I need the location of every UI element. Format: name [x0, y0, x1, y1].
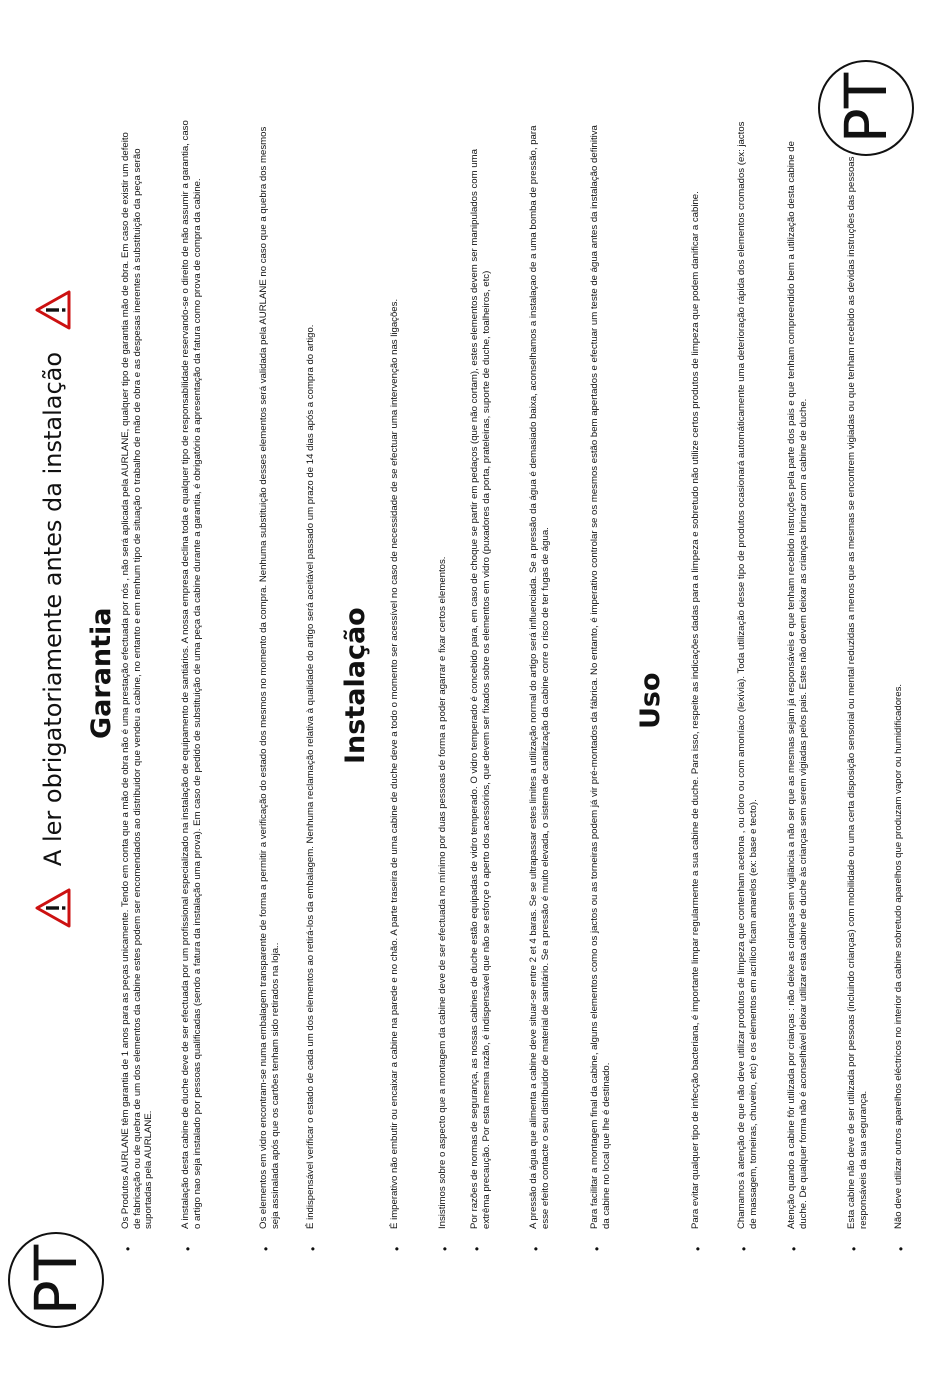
garantia-item: Os Produtos AURLANE têm garantia de 1 anos para as peças unicamente. Tendo em conta que a mão de obra não é uma prestação efectuada por nós , não será aplicada pela AURLANE, qualquer tipo de garantia mão de obra. Em caso de existir um defeito de fabricação ou de quebra de um dos elementos da cabine estes podem ser encomendados ao distribuidor que vendeu a cabine, no entanto e em nenhum tipo de situação o trabalho de mão de obra e as despesas inerentes à substituição da peça serão suportadas pela AURLANE. [120, 132, 154, 1229]
instalacao-item: A pressão da água que alimenta a cabine deve situar-se entre 2 et 4 baras. Se se ultrapassar estes limites a utilização normal do artigo será influenciada. Se a pressão da água é demasiado baixa, aconselhamos a instalaçao de a uma bomba de pressão, para esse efeito contacte o seu distribuidor de material de sanitário. Se a pressão é muito elevada, o sistema de canalização da cabine corre o risco de ter fugas de água. [528, 125, 551, 1229]
garantia-item: É indispensável verificar o estado de cada um dos elementos ao retirá-los da embalagem. Nenhuma reclamação relativa à qualidade do artigo será aceitável passado um prazo de 14 dias após a compra do artigo. [305, 324, 316, 1229]
uso-item: Esta cabine não deve de ser utilizada por pessoas (incluindo crianças) com mobilidade ou uma certa disposição sensorial ou mental reduzidas a menos que as mesmas se encontrem vigiadas ou que tenham recebido as devidas instruções das pessoas responsáveis da sua segurança. [846, 156, 869, 1229]
bullet: • [259, 1246, 273, 1251]
bullet: • [787, 1246, 801, 1251]
uso-item: Não deve utilizar outros aparelhos eléctricos no interior da cabine sobretudo aparelhos que produzam vapor ou humidificadores. [893, 683, 904, 1229]
bullet: • [181, 1246, 195, 1251]
bullet: • [121, 1246, 135, 1251]
uso-item: Atenção quando a cabine fôr utilizada por crianças : não deixe as crianças sem vigiläncia a não ser que as mesmas sejam já responsáveis e que tenham recebido instruções pela parte dos pais e que tenham compreendido bem a utilização desta cabine de duche. De qualquer forma não é aconselhável deixar utilizar esta cabine de duche às crianças sem serem vigiadas pelos pais. Estes não devem deixar as crianças brincar com a cabine de duche. [786, 141, 809, 1229]
instalacao-item: Por razões de normas de segurança, as nossas cabines de duche estão equipadas de vidro temperado. O vidro temperado é concebido para, em caso de choque se partir em pedaços (que não cortam), estes elementos devem ser manipulados com uma extrêma precaução. Por esta mesma razão, é indispensável que não se esforçe o aperto dos acessórios, que devem ser fixados sobre os elementos em vidro (puxadores da porta, prateleiras, suporte de duche, toalheiros, etc) [469, 149, 492, 1229]
uso-item: Chamamos à atenção de que não deve utilizar produtos de limpeza que contenham acetona , ou cloro ou com amoníaco (lexívia). Toda utilização desse tipo de produtos ocasionará automáticamente uma deterioração rápida dos elementos cromados (ex: jactos de massagem, torneiras, chuveiro, etc) e os elementos em acrílico ficam amarelos (ex: base e tecto). [736, 121, 759, 1229]
instalacao-item: É imperativo não embutir ou encaixar a cabine na parede e no chão. A parte traseira de uma cabine de duche deve a todo o momento ser acessível no caso de necessidade de se efectuar uma intervenção nas ligações. [389, 298, 400, 1229]
warning-icon [35, 888, 71, 928]
bullet: • [438, 1246, 452, 1251]
language-badge-text: PT [832, 72, 900, 144]
instalacao-item: Para facilitar a montagem final da cabine, alguns elementos como os jactos ou as torneiras podem já vir pré-montados da fábrica. No entanto, é imperativo controlar se os mesmos estão bem apertados e efectuar um teste de água antes da instalação definitiva da cabine no local que lhe é destinado. [589, 125, 612, 1229]
bullet: • [529, 1246, 543, 1251]
bullet: • [737, 1246, 751, 1251]
bullet: • [691, 1246, 705, 1251]
bullet: • [894, 1246, 908, 1251]
language-badge-text: PT [22, 1244, 90, 1316]
title-row [30, 229, 76, 989]
section-heading-instalacao: Instalação [340, 607, 371, 764]
bullet: • [306, 1246, 320, 1251]
uso-item: Para evitar qualquer tipo de infecção bacteriana, é importante limpar regularmente a sua cabine de duche. Para isso, respeite as indicações dadas para a limpeza e sobretudo não utilize certos produtos de limpeza que podem danificar a cabine. [690, 191, 701, 1229]
page-title: A ler obrigatoriamente antes da instalação [39, 351, 67, 867]
bullet: • [590, 1246, 604, 1251]
garantia-item: A instalação desta cabine de duche deve de ser efectuada por um profissional especializado na instalação de equipamento de santiários. A nossa empresa declina toda e qualquer tipo de responsabilidade reservando-se o direito de não assumir a garantia, caso o artigo nao seja instalado por pessoas qualificadas (sendo a fatura da instalação uma prova). Em caso de pedido de substituição de uma peça da cabine durante a garantia, é obrigatório a apresentação da fatura como prova de compra da cabine. [180, 120, 203, 1229]
garantia-item: Os elementos em vidro encontram-se numa embalagem transparente de forma a permitir a verificação do estado dos mesmos no momento da compra. Nenhuma substituição desses elementos será validada pela AURLANE no caso que a quebra dos mesmos seja assinalada após que os cartões tenham sido retirados na loja.. [258, 126, 281, 1229]
bullet: • [470, 1246, 484, 1251]
bullet: • [390, 1246, 404, 1251]
section-heading-garantia: Garantia [86, 607, 117, 739]
instalacao-item: Insistimos sobre o aspecto que a montagem da cabine deve de ser efectuada no mínimo por duas pessoas de forma a poder agarrar e fixar certos elementos. [437, 556, 448, 1229]
warning-icon [35, 290, 71, 330]
section-heading-uso: Uso [635, 672, 666, 729]
bullet: • [847, 1246, 861, 1251]
